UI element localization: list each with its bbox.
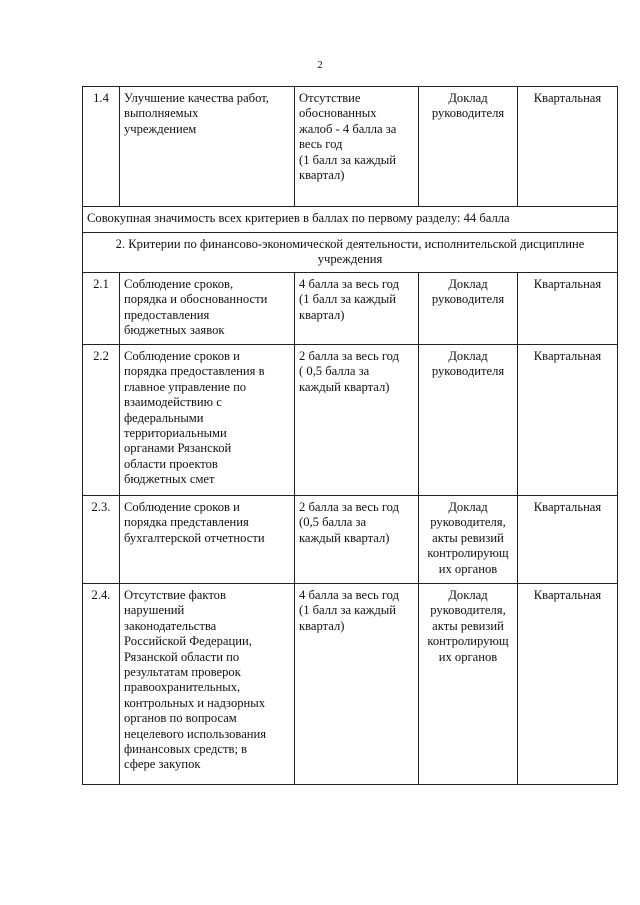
criterion-periodicity: Квартальная <box>518 496 618 584</box>
criterion-periodicity: Квартальная <box>518 87 618 207</box>
table-row <box>83 345 618 496</box>
table-row <box>83 584 618 785</box>
criterion-number: 2.3. <box>83 496 120 584</box>
criterion-indicator: 2 балла за весь год (0,5 балла за каждый квартал) <box>295 496 419 584</box>
criterion-source: Доклад руководителя <box>419 345 518 496</box>
table-row <box>83 273 618 345</box>
criterion-periodicity: Квартальная <box>518 584 618 785</box>
criterion-source: Доклад руководителя <box>419 273 518 345</box>
criterion-indicator: 4 балла за весь год (1 балл за каждый квартал) <box>295 584 419 785</box>
criterion-name: Соблюдение сроков и порядка представления бухгалтерской отчетности <box>120 496 295 584</box>
table-row <box>83 87 618 207</box>
section-heading: 2. Критерии по финансово-экономической деятельности, исполнительской дисциплине учреждения <box>83 233 618 273</box>
criterion-number: 1.4 <box>83 87 120 207</box>
criterion-periodicity: Квартальная <box>518 273 618 345</box>
table-row <box>83 496 618 584</box>
criterion-source: Доклад руководителя <box>419 87 518 207</box>
criterion-number: 2.1 <box>83 273 120 345</box>
criteria-table <box>82 86 618 785</box>
section-total-text: Совокупная значимость всех критериев в баллах по первому разделу: 44 балла <box>83 207 618 233</box>
criterion-name: Отсутствие фактов нарушений законодательства Российской Федерации, Рязанской области по результатам проверок правоохранительных, контрольных и надзорных органов по вопросам нецелевого использования финансовых средств; в сфере закупок <box>120 584 295 785</box>
criterion-indicator: Отсутствие обоснованных жалоб - 4 балла за весь год (1 балл за каждый квартал) <box>295 87 419 207</box>
criterion-name: Соблюдение сроков и порядка предоставления в главное управление по взаимодействию с федеральными территориальными органами Рязанской области проектов бюджетных смет <box>120 345 295 496</box>
criterion-indicator: 4 балла за весь год (1 балл за каждый квартал) <box>295 273 419 345</box>
criterion-periodicity: Квартальная <box>518 345 618 496</box>
criterion-source: Доклад руководителя, акты ревизий контролирующ их органов <box>419 584 518 785</box>
criterion-source: Доклад руководителя, акты ревизий контролирующ их органов <box>419 496 518 584</box>
criterion-name: Улучшение качества работ, выполняемых учреждением <box>120 87 295 207</box>
criterion-name: Соблюдение сроков, порядка и обоснованности предоставления бюджетных заявок <box>120 273 295 345</box>
criterion-number: 2.4. <box>83 584 120 785</box>
section-heading-row <box>83 233 618 273</box>
criterion-number: 2.2 <box>83 345 120 496</box>
criterion-indicator: 2 балла за весь год ( 0,5 балла за каждый квартал) <box>295 345 419 496</box>
page-number: 2 <box>317 59 323 71</box>
section-total-row <box>83 207 618 233</box>
